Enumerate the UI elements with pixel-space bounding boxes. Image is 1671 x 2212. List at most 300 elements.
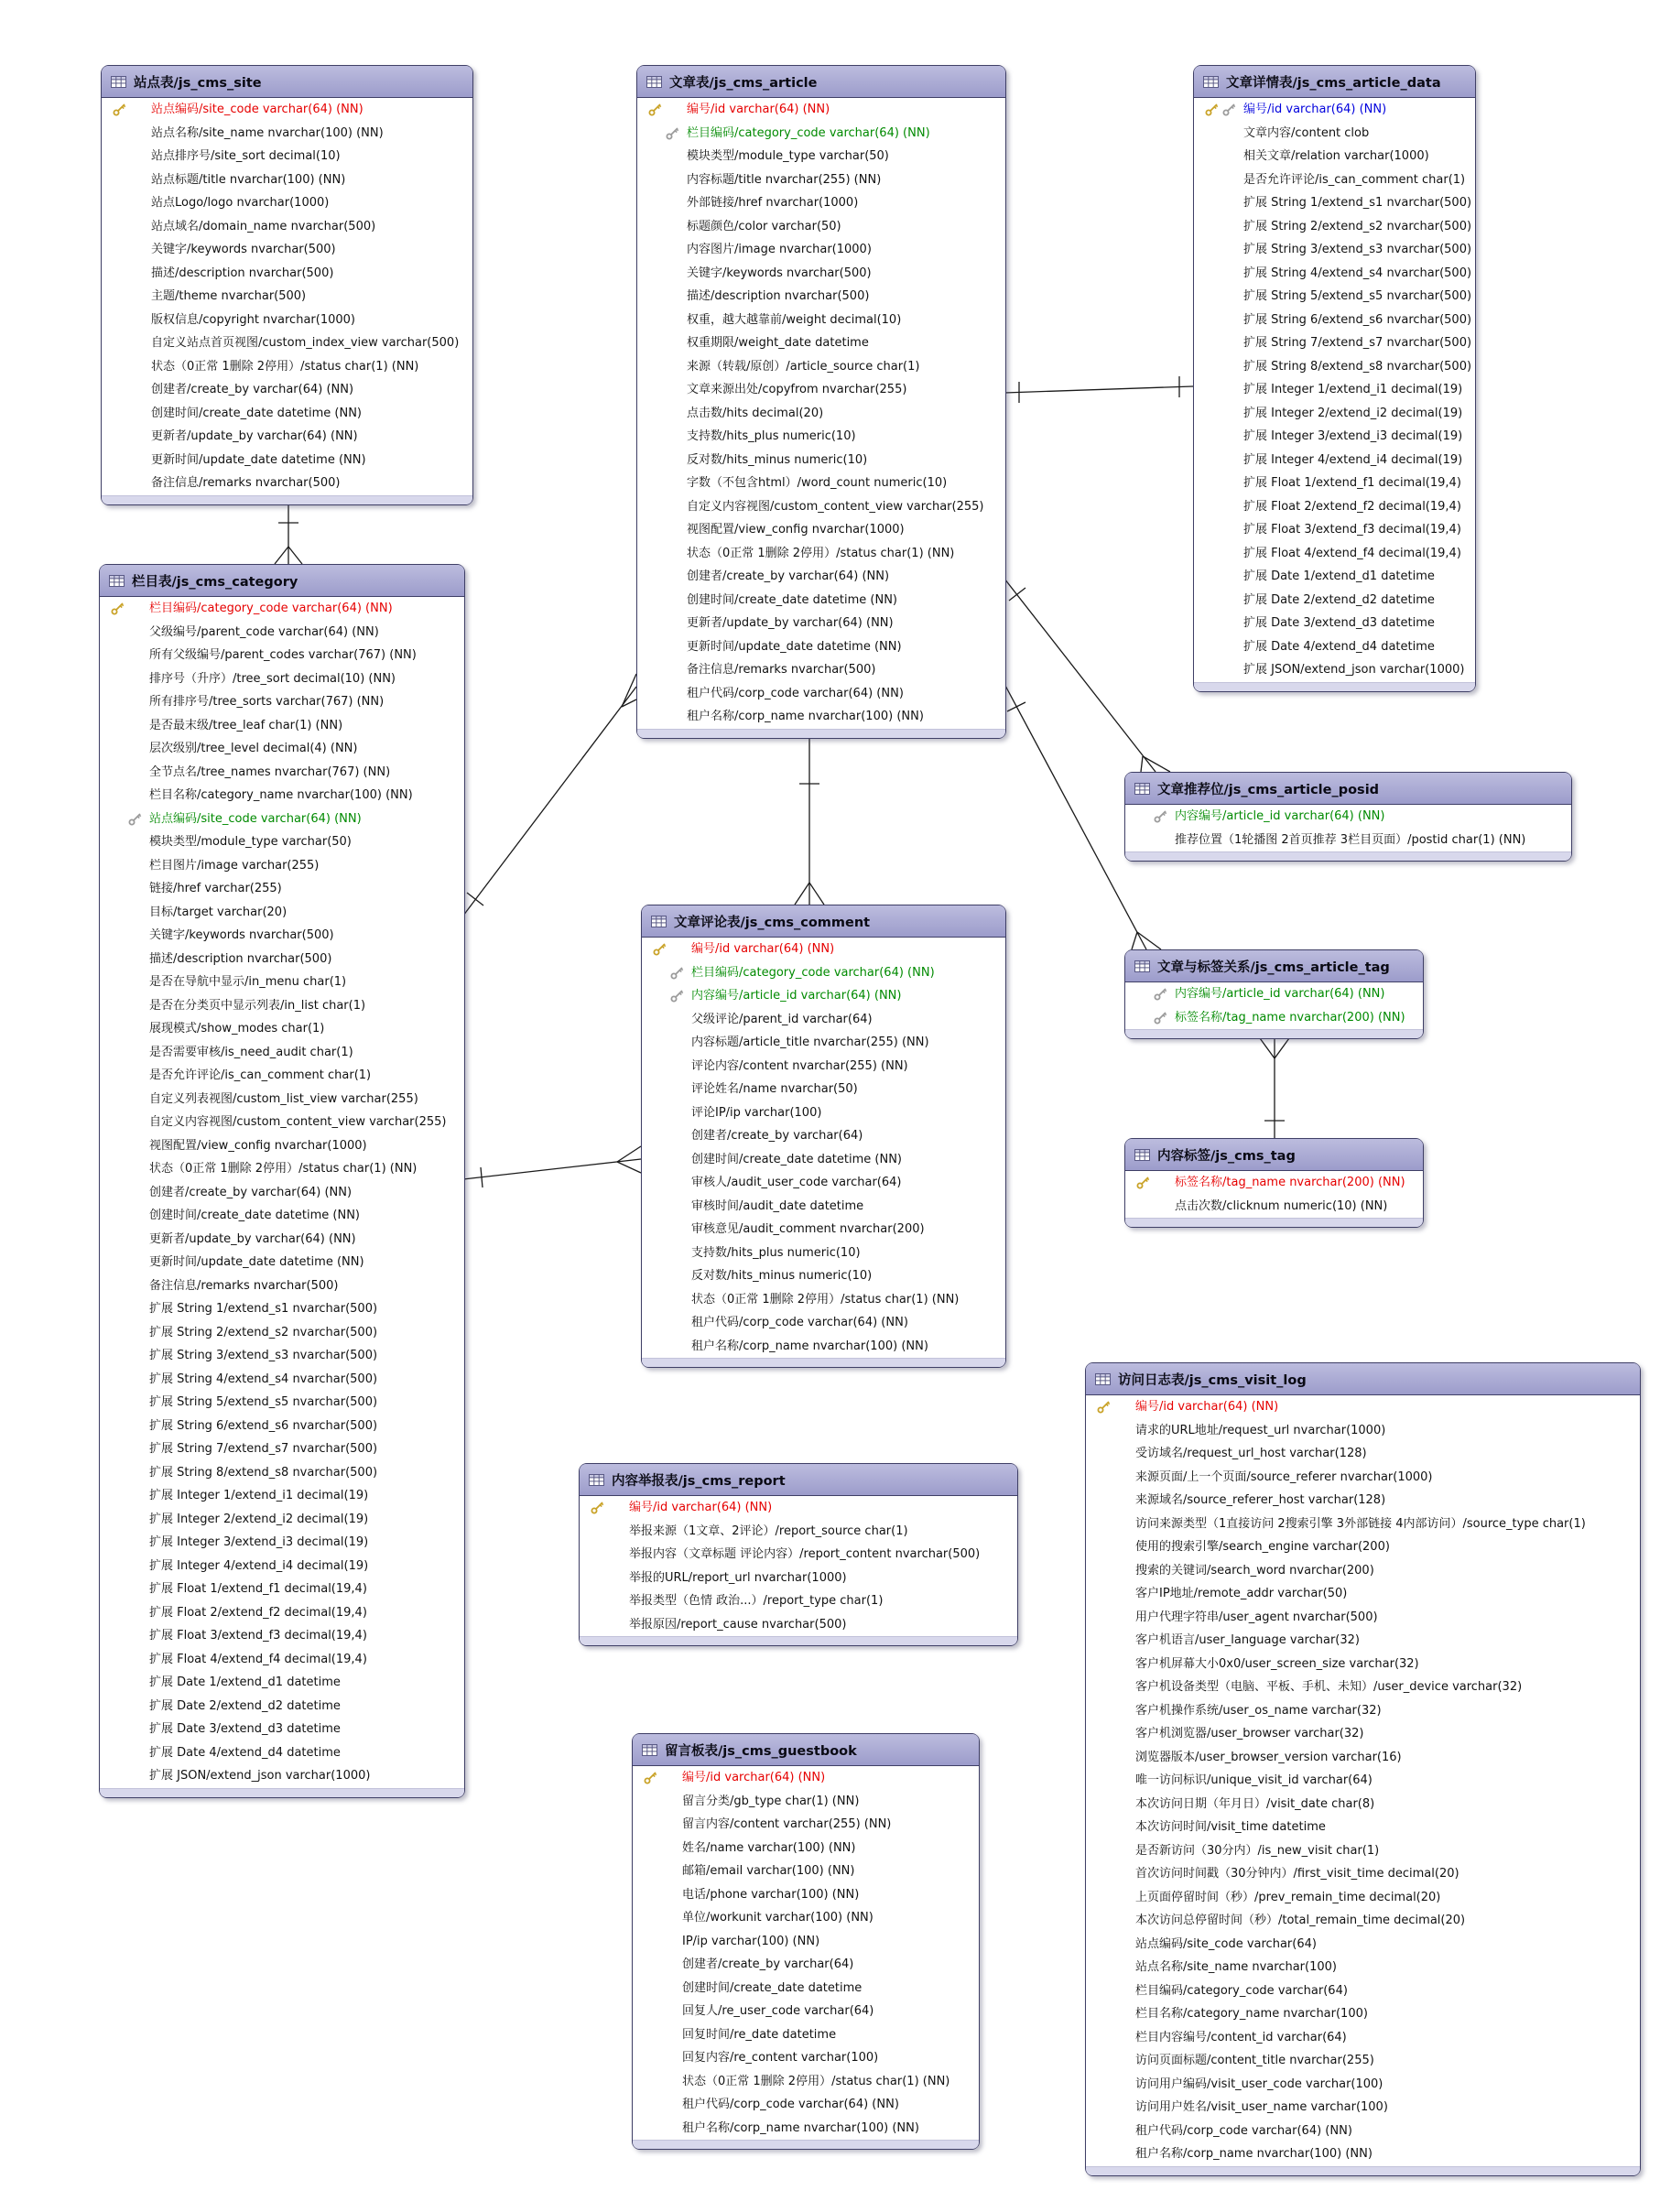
field-row[interactable] [1194, 565, 1475, 589]
field-row[interactable] [102, 402, 472, 426]
field-row[interactable] [102, 449, 472, 472]
field-row[interactable] [633, 2117, 979, 2141]
field-row[interactable] [637, 658, 1005, 682]
field-row[interactable] [100, 1695, 464, 1719]
field-row[interactable] [100, 994, 464, 1018]
field-row[interactable] [1086, 2002, 1640, 2026]
field-row[interactable] [1086, 1513, 1640, 1536]
primary-key-icon [111, 602, 125, 615]
field-row[interactable] [1086, 1582, 1640, 1606]
field-text: 扩展 Float 1/extend_f1 decimal(19,4) [1243, 476, 1461, 490]
field-row[interactable] [100, 1415, 464, 1438]
field-row[interactable] [642, 1264, 1005, 1288]
field-text: 扩展 Date 3/extend_d3 datetime [149, 1722, 341, 1736]
field-row[interactable] [100, 1157, 464, 1181]
field-text: 内容编号/article_id varchar(64) (NN) [1175, 809, 1385, 823]
field-text: 是否在导航中显示/in_menu char(1) [149, 975, 347, 989]
table-report[interactable] [579, 1463, 1018, 1646]
field-row[interactable] [100, 1437, 464, 1461]
table-article_tag[interactable] [1124, 949, 1424, 1039]
field-row[interactable] [637, 449, 1005, 472]
table-grid-icon [1134, 1149, 1150, 1161]
field-row[interactable] [580, 1613, 1017, 1637]
field-row[interactable] [642, 984, 1005, 1008]
field-row[interactable] [633, 1813, 979, 1837]
field-text: 关键字/keywords nvarchar(500) [687, 266, 872, 280]
field-row[interactable] [100, 714, 464, 738]
field-row[interactable] [100, 854, 464, 878]
field-row[interactable] [102, 168, 472, 192]
field-row[interactable] [642, 1124, 1005, 1148]
field-row[interactable] [633, 2023, 979, 2047]
field-row[interactable] [1125, 805, 1571, 829]
table-header[interactable] [642, 905, 1005, 938]
field-row[interactable] [1125, 1195, 1423, 1219]
field-text: 点击次数/clicknum numeric(10) (NN) [1175, 1198, 1388, 1213]
field-row[interactable] [100, 877, 464, 901]
field-row[interactable] [102, 425, 472, 449]
field-text: 站点编码/site_code varchar(64) (NN) [151, 103, 363, 116]
field-row[interactable] [100, 1321, 464, 1345]
table-tag[interactable] [1124, 1138, 1424, 1228]
table-header[interactable] [102, 66, 472, 98]
table-visit_log[interactable] [1085, 1362, 1641, 2176]
field-row[interactable] [1194, 378, 1475, 402]
field-row[interactable] [1194, 331, 1475, 355]
table-guestbook[interactable] [632, 1733, 980, 2150]
table-header[interactable] [637, 66, 1005, 98]
field-row[interactable] [102, 122, 472, 146]
field-row[interactable] [1086, 1629, 1640, 1653]
field-row[interactable] [1086, 1909, 1640, 1933]
field-row[interactable] [102, 215, 472, 239]
field-row[interactable] [1086, 2120, 1640, 2143]
field-row[interactable] [637, 472, 1005, 495]
field-row[interactable] [1086, 1535, 1640, 1559]
field-row[interactable] [642, 1195, 1005, 1219]
field-row[interactable] [1086, 1675, 1640, 1699]
field-row[interactable] [580, 1589, 1017, 1613]
field-text: 租户代码/corp_code varchar(64) (NN) [687, 686, 904, 700]
field-text: 唯一访问标识/unique_visit_id varchar(64) [1135, 1773, 1373, 1787]
field-row[interactable] [637, 285, 1005, 309]
field-row[interactable] [637, 589, 1005, 613]
field-row[interactable] [102, 238, 472, 262]
field-row[interactable] [633, 1883, 979, 1907]
field-row[interactable] [100, 1274, 464, 1298]
field-row[interactable] [100, 784, 464, 808]
field-row[interactable] [100, 621, 464, 645]
field-text: 扩展 String 5/extend_s5 nvarchar(500) [149, 1395, 378, 1409]
field-row[interactable] [633, 2070, 979, 2094]
field-row[interactable] [100, 667, 464, 691]
field-row[interactable] [100, 1531, 464, 1555]
field-row[interactable] [1086, 1933, 1640, 1957]
field-text: 访问用户姓名/visit_user_name varchar(100) [1135, 2100, 1388, 2114]
field-row[interactable] [1194, 309, 1475, 332]
field-text: 视图配置/view_config nvarchar(1000) [687, 523, 905, 537]
table-title: 文章详情表/js_cms_article_data [1226, 75, 1441, 91]
field-row[interactable] [102, 285, 472, 309]
field-row[interactable] [1086, 1489, 1640, 1513]
field-row[interactable] [100, 1204, 464, 1228]
field-row[interactable] [633, 1790, 979, 1814]
table-grid-icon [1095, 1373, 1111, 1385]
field-row[interactable] [633, 2093, 979, 2117]
field-row[interactable] [102, 309, 472, 332]
field-row[interactable] [1086, 1722, 1640, 1746]
field-row[interactable] [637, 262, 1005, 286]
field-row[interactable] [1125, 982, 1423, 1006]
field-text: 租户名称/corp_name nvarchar(100) (NN) [687, 710, 924, 723]
table-grid-icon [1203, 76, 1219, 88]
table-article[interactable] [636, 65, 1006, 739]
field-row[interactable] [637, 635, 1005, 659]
field-row[interactable] [100, 1741, 464, 1765]
field-row[interactable] [1194, 98, 1475, 122]
field-row[interactable] [1086, 1653, 1640, 1676]
field-row[interactable] [580, 1543, 1017, 1567]
field-row[interactable] [1194, 472, 1475, 495]
field-row[interactable] [1086, 2096, 1640, 2120]
foreign-key-icon [670, 966, 684, 980]
primary-key-icon [644, 1771, 657, 1784]
field-row[interactable] [102, 145, 472, 168]
field-row[interactable] [1194, 518, 1475, 542]
field-row[interactable] [633, 2046, 979, 2070]
field-row[interactable] [100, 1228, 464, 1252]
field-row[interactable] [100, 1484, 464, 1508]
field-text: 外部链接/href nvarchar(1000) [687, 196, 859, 210]
table-header[interactable] [1194, 66, 1475, 98]
table-footer-band [1125, 851, 1571, 861]
field-row[interactable] [1194, 425, 1475, 449]
field-row[interactable] [100, 1624, 464, 1648]
field-row[interactable] [1125, 829, 1571, 852]
field-row[interactable] [633, 1977, 979, 2001]
field-row[interactable] [1086, 1979, 1640, 2003]
field-row[interactable] [100, 597, 464, 621]
field-row[interactable] [1086, 1793, 1640, 1816]
field-row[interactable] [637, 378, 1005, 402]
field-row[interactable] [580, 1520, 1017, 1544]
field-row[interactable] [1194, 658, 1475, 682]
field-text: 电话/phone varchar(100) (NN) [682, 1887, 860, 1902]
field-text: 本次访问时间/visit_time datetime [1135, 1820, 1326, 1834]
field-text: 排序号（升序）/tree_sort decimal(10) (NN) [149, 671, 396, 686]
table-footer-band [633, 2140, 979, 2149]
field-row[interactable] [102, 98, 472, 122]
field-row[interactable] [1194, 542, 1475, 566]
field-row[interactable] [100, 924, 464, 948]
field-row[interactable] [637, 542, 1005, 566]
table-title: 内容标签/js_cms_tag [1157, 1148, 1296, 1164]
field-row[interactable] [642, 1311, 1005, 1335]
field-row[interactable] [100, 1041, 464, 1065]
field-row[interactable] [1194, 285, 1475, 309]
field-text: 扩展 Integer 3/extend_i3 decimal(19) [149, 1535, 369, 1549]
field-row[interactable] [642, 1078, 1005, 1101]
table-title: 访问日志表/js_cms_visit_log [1118, 1372, 1307, 1388]
foreign-key-icon [1222, 103, 1236, 116]
field-row[interactable] [637, 309, 1005, 332]
field-row[interactable] [100, 1088, 464, 1111]
field-row[interactable] [1086, 1606, 1640, 1630]
field-text: 扩展 Float 4/extend_f4 decimal(19,4) [149, 1652, 367, 1666]
field-row[interactable] [1194, 168, 1475, 192]
field-row[interactable] [100, 1601, 464, 1625]
table-comment[interactable] [641, 905, 1006, 1368]
table-header[interactable] [100, 565, 464, 597]
field-row[interactable] [1125, 1171, 1423, 1195]
field-row[interactable] [1125, 1006, 1423, 1030]
field-row[interactable] [642, 938, 1005, 961]
field-row[interactable] [100, 690, 464, 714]
field-text: 编号/id varchar(64) (NN) [682, 1771, 826, 1784]
field-row[interactable] [100, 1134, 464, 1158]
field-row[interactable] [637, 238, 1005, 262]
field-row[interactable] [100, 1181, 464, 1205]
field-row[interactable] [100, 1297, 464, 1321]
field-row[interactable] [100, 1111, 464, 1134]
field-text: 栏目编码/category_code varchar(64) (NN) [691, 965, 935, 980]
field-row[interactable] [100, 1578, 464, 1601]
field-row[interactable] [637, 612, 1005, 635]
field-row[interactable] [1194, 495, 1475, 519]
field-row[interactable] [637, 168, 1005, 192]
field-row[interactable] [100, 1368, 464, 1392]
field-text: 创建时间/create_date datetime (NN) [691, 1152, 903, 1166]
field-row[interactable] [633, 2000, 979, 2023]
field-row[interactable] [1194, 191, 1475, 215]
field-text: 状态（0正常 1删除 2停用）/status char(1) (NN) [149, 1162, 418, 1176]
table-title: 文章评论表/js_cms_comment [674, 915, 871, 930]
field-text: 姓名/name varchar(100) (NN) [682, 1840, 856, 1855]
field-row[interactable] [1086, 2142, 1640, 2166]
field-row[interactable] [580, 1496, 1017, 1520]
field-text: 扩展 String 2/extend_s2 nvarchar(500) [1243, 219, 1472, 233]
field-row[interactable] [1194, 612, 1475, 635]
field-text: 更新者/update_by varchar(64) (NN) [151, 429, 358, 443]
field-row[interactable] [1086, 1419, 1640, 1443]
field-text: 举报原因/report_cause nvarchar(500) [629, 1617, 847, 1632]
field-row[interactable] [642, 1242, 1005, 1265]
field-row[interactable] [1086, 1559, 1640, 1583]
field-row[interactable] [1086, 1442, 1640, 1466]
field-text: 扩展 String 2/extend_s2 nvarchar(500) [149, 1325, 378, 1339]
field-row[interactable] [100, 761, 464, 785]
field-row[interactable] [100, 970, 464, 994]
field-text: 受访域名/request_url_host varchar(128) [1135, 1447, 1367, 1460]
field-row[interactable] [1194, 635, 1475, 659]
field-row[interactable] [100, 737, 464, 761]
field-row[interactable] [1086, 2026, 1640, 2050]
field-row[interactable] [637, 565, 1005, 589]
field-text: 扩展 Float 3/extend_f3 decimal(19,4) [149, 1629, 367, 1643]
field-row[interactable] [1086, 1886, 1640, 1910]
field-text: 扩展 Float 3/extend_f3 decimal(19,4) [1243, 523, 1461, 537]
field-row[interactable] [637, 402, 1005, 426]
table-category[interactable] [99, 564, 465, 1798]
field-row[interactable] [637, 495, 1005, 519]
field-text: 邮箱/email varchar(100) (NN) [682, 1864, 855, 1878]
field-row[interactable] [642, 1031, 1005, 1055]
field-row[interactable] [100, 1064, 464, 1088]
field-row[interactable] [1194, 262, 1475, 286]
field-row[interactable] [1194, 145, 1475, 168]
table-fields [637, 98, 1005, 729]
field-row[interactable] [100, 901, 464, 925]
field-row[interactable] [637, 705, 1005, 729]
field-row[interactable] [100, 1344, 464, 1368]
field-row[interactable] [102, 355, 472, 379]
field-row[interactable] [642, 1055, 1005, 1079]
field-row[interactable] [100, 1648, 464, 1672]
field-row[interactable] [637, 355, 1005, 379]
field-row[interactable] [637, 98, 1005, 122]
field-text: 来源域名/source_referer_host varchar(128) [1135, 1493, 1386, 1507]
field-row[interactable] [633, 1953, 979, 1977]
field-row[interactable] [642, 1335, 1005, 1359]
field-row[interactable] [637, 682, 1005, 706]
field-row[interactable] [637, 425, 1005, 449]
table-header[interactable] [1125, 950, 1423, 982]
table-header[interactable] [1086, 1363, 1640, 1395]
field-text: 关键字/keywords nvarchar(500) [151, 243, 336, 256]
field-row[interactable] [100, 1461, 464, 1485]
field-row[interactable] [642, 1218, 1005, 1242]
field-row[interactable] [1194, 402, 1475, 426]
field-text: 扩展 Integer 4/extend_i4 decimal(19) [149, 1558, 369, 1573]
field-text: 描述/description nvarchar(500) [687, 289, 870, 303]
field-row[interactable] [102, 472, 472, 495]
field-row[interactable] [1086, 1395, 1640, 1419]
field-text: 内容标题/article_title nvarchar(255) (NN) [691, 1036, 929, 1049]
field-row[interactable] [1194, 355, 1475, 379]
field-row[interactable] [637, 518, 1005, 542]
field-text: 描述/description nvarchar(500) [151, 266, 334, 280]
field-row[interactable] [100, 808, 464, 831]
field-row[interactable] [642, 1008, 1005, 1032]
field-row[interactable] [1194, 122, 1475, 146]
field-row[interactable] [102, 331, 472, 355]
table-fields [1125, 982, 1423, 1029]
foreign-key-icon [128, 812, 142, 826]
field-text: 扩展 JSON/extend_json varchar(1000) [149, 1769, 371, 1783]
field-text: 创建者/create_by varchar(64) [682, 1957, 854, 1971]
field-row[interactable] [633, 1766, 979, 1790]
field-row[interactable] [1194, 589, 1475, 613]
table-header[interactable] [580, 1464, 1017, 1496]
field-row[interactable] [1086, 1956, 1640, 1979]
field-row[interactable] [642, 1148, 1005, 1172]
field-row[interactable] [637, 215, 1005, 239]
field-row[interactable] [100, 1017, 464, 1041]
field-row[interactable] [633, 1860, 979, 1883]
field-row[interactable] [633, 1906, 979, 1930]
table-title: 栏目表/js_cms_category [132, 574, 298, 590]
field-text: 扩展 Date 4/extend_d4 datetime [1243, 639, 1435, 654]
field-row[interactable] [637, 145, 1005, 168]
field-text: 来源页面/上一个页面/source_referer nvarchar(1000) [1135, 1469, 1433, 1484]
field-row[interactable] [637, 331, 1005, 355]
field-row[interactable] [633, 1930, 979, 1954]
field-row[interactable] [102, 191, 472, 215]
field-row[interactable] [642, 1101, 1005, 1125]
table-grid-icon [642, 1744, 657, 1756]
field-row[interactable] [637, 191, 1005, 215]
field-row[interactable] [1086, 1466, 1640, 1490]
field-text: 请求的URL地址/request_url nvarchar(1000) [1135, 1423, 1386, 1437]
field-row[interactable] [1086, 2049, 1640, 2073]
field-row[interactable] [1086, 1746, 1640, 1770]
table-fields [633, 1766, 979, 2140]
table-fields [642, 938, 1005, 1358]
field-row[interactable] [637, 122, 1005, 146]
table-header[interactable] [1125, 1139, 1423, 1171]
field-row[interactable] [1194, 449, 1475, 472]
field-row[interactable] [1086, 1769, 1640, 1793]
field-row[interactable] [100, 1764, 464, 1788]
field-row[interactable] [642, 1171, 1005, 1195]
field-text: 支持数/hits_plus numeric(10) [687, 429, 856, 443]
field-row[interactable] [1086, 1816, 1640, 1839]
field-row[interactable] [1086, 1699, 1640, 1723]
field-row[interactable] [1194, 215, 1475, 239]
field-text: 更新时间/update_date datetime (NN) [149, 1255, 364, 1269]
table-grid-icon [646, 76, 662, 88]
field-row[interactable] [1086, 2073, 1640, 2097]
field-row[interactable] [100, 1718, 464, 1741]
table-header[interactable] [633, 1734, 979, 1766]
field-row[interactable] [1086, 1839, 1640, 1863]
table-posid[interactable] [1124, 772, 1572, 862]
field-row[interactable] [100, 1508, 464, 1532]
field-text: 是否最末级/tree_leaf char(1) (NN) [149, 718, 343, 732]
field-text: 字数（不包含html）/word_count numeric(10) [687, 476, 948, 490]
field-row[interactable] [642, 961, 1005, 985]
field-row[interactable] [100, 1391, 464, 1415]
field-row[interactable] [580, 1567, 1017, 1590]
field-row[interactable] [1086, 1862, 1640, 1886]
field-row[interactable] [102, 262, 472, 286]
table-title: 内容举报表/js_cms_report [612, 1473, 786, 1489]
field-text: 扩展 Float 4/extend_f4 decimal(19,4) [1243, 546, 1461, 560]
field-row[interactable] [102, 378, 472, 402]
field-text: 扩展 Date 1/extend_d1 datetime [149, 1675, 341, 1689]
table-footer-band [102, 495, 472, 504]
table-header[interactable] [1125, 773, 1571, 805]
table-title: 留言板表/js_cms_guestbook [665, 1743, 857, 1759]
field-row[interactable] [633, 1837, 979, 1860]
field-row[interactable] [100, 948, 464, 971]
field-row[interactable] [100, 1555, 464, 1578]
field-row[interactable] [100, 644, 464, 667]
table-site[interactable] [101, 65, 473, 505]
field-row[interactable] [1194, 238, 1475, 262]
field-row[interactable] [100, 1671, 464, 1695]
foreign-key-icon [670, 989, 684, 1003]
field-text: 栏目编码/category_code varchar(64) (NN) [687, 125, 930, 140]
field-text: 扩展 Integer 3/extend_i3 decimal(19) [1243, 429, 1463, 443]
field-row[interactable] [100, 1251, 464, 1274]
field-row[interactable] [642, 1288, 1005, 1312]
field-text: 站点名称/site_name nvarchar(100) [1135, 1960, 1337, 1974]
field-row[interactable] [100, 830, 464, 854]
field-text: 客户机设备类型（电脑、平板、手机、未知）/user_device varchar(32) [1135, 1680, 1523, 1694]
field-text: 栏目编码/category_code varchar(64) [1135, 1983, 1348, 1998]
table-article_data[interactable] [1193, 65, 1476, 692]
